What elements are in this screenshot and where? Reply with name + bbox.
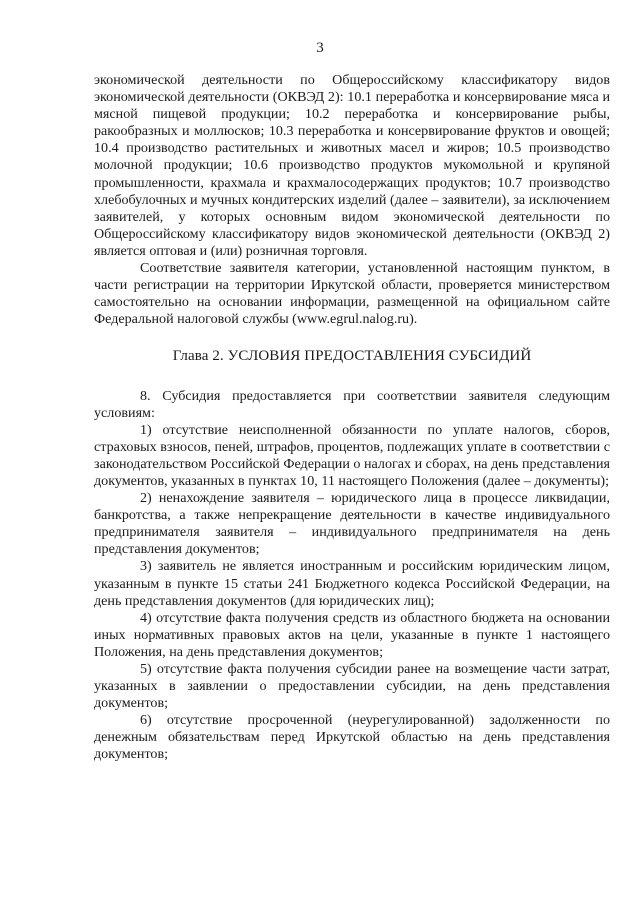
chapter-heading: Глава 2. УСЛОВИЯ ПРЕДОСТАВЛЕНИЯ СУБСИДИЙ [172, 348, 532, 365]
list-item-condition-5: 5) отсутствие факта получения субсидии ранее на возмещение части затрат, указанных в заявлении о предоставлении субсидии, на день представления документов; [94, 661, 610, 712]
list-item-condition-4: 4) отсутствие факта получения средств из областного бюджета на основании иных нормативных правовых актов на цели, указанные в пункте 1 настоящего Положения, на день представления документов; [94, 609, 610, 660]
list-item-condition-6: 6) отсутствие просроченной (неурегулированной) задолженности по денежным обязательствам перед Иркутской областью на день представления документов; [94, 712, 610, 763]
paragraph-category-compliance: Соответствие заявителя категории, установленной настоящим пунктом, в части регистрации на территории Иркутской области, проверяется министерством самостоятельно на основании информации, размещенной на официальном сайте Федеральной налоговой службы (www.egrul.nalog.ru). [94, 260, 610, 328]
list-item-condition-2: 2) ненахождение заявителя – юридического лица в процессе ликвидации, банкротства, а также непрекращение деятельности в качестве индивидуального предпринимателя заявителя – индивидуального предпринимателя на день представления документов; [94, 490, 610, 558]
document-body [94, 72, 610, 764]
list-item-condition-3: 3) заявитель не является иностранным и российским юридическим лицом, указанным в пункте 15 статьи 241 Бюджетного кодекса Российской Федерации, на день представления документов (для юридических лиц); [94, 558, 610, 609]
list-item-condition-1: 1) отсутствие неисполненной обязанности по уплате налогов, сборов, страховых взносов, пеней, штрафов, процентов, подлежащих уплате в соответствии с законодательством Российской Федерации о налогах и сборах, на день представления документов, указанных в пунктах 10, 11 настоящего Положения (далее – документы); [94, 421, 610, 489]
paragraph-okved-continuation: экономической деятельности по Общероссийскому классификатору видов экономической деятельности (ОКВЭД 2): 10.1 переработка и консервирование мяса и мясной пищевой продукции; 10.2 переработка и консервирование рыбы, ракообразных и моллюсков; 10.3 переработка и консервирование фруктов и овощей; 10.4 производство растительных и животных масел и жиров; 10.5 производство молочной продукции; 10.6 производство продуктов мукомольной и крупяной промышленности, крахмала и крахмалосодержащих продуктов; 10.7 производство хлебобулочных и мучных кондитерских изделий (далее – заявители), за исключением заявителей, у которых основным видом экономической деятельности по Общероссийскому классификатору видов экономической деятельности (ОКВЭД 2) является оптовая и (или) розничная торговля. [94, 72, 610, 259]
paragraph-item-8: 8. Субсидия предоставляется при соответствии заявителя следующим условиям: [94, 387, 610, 421]
page-number: 3 [316, 40, 324, 56]
